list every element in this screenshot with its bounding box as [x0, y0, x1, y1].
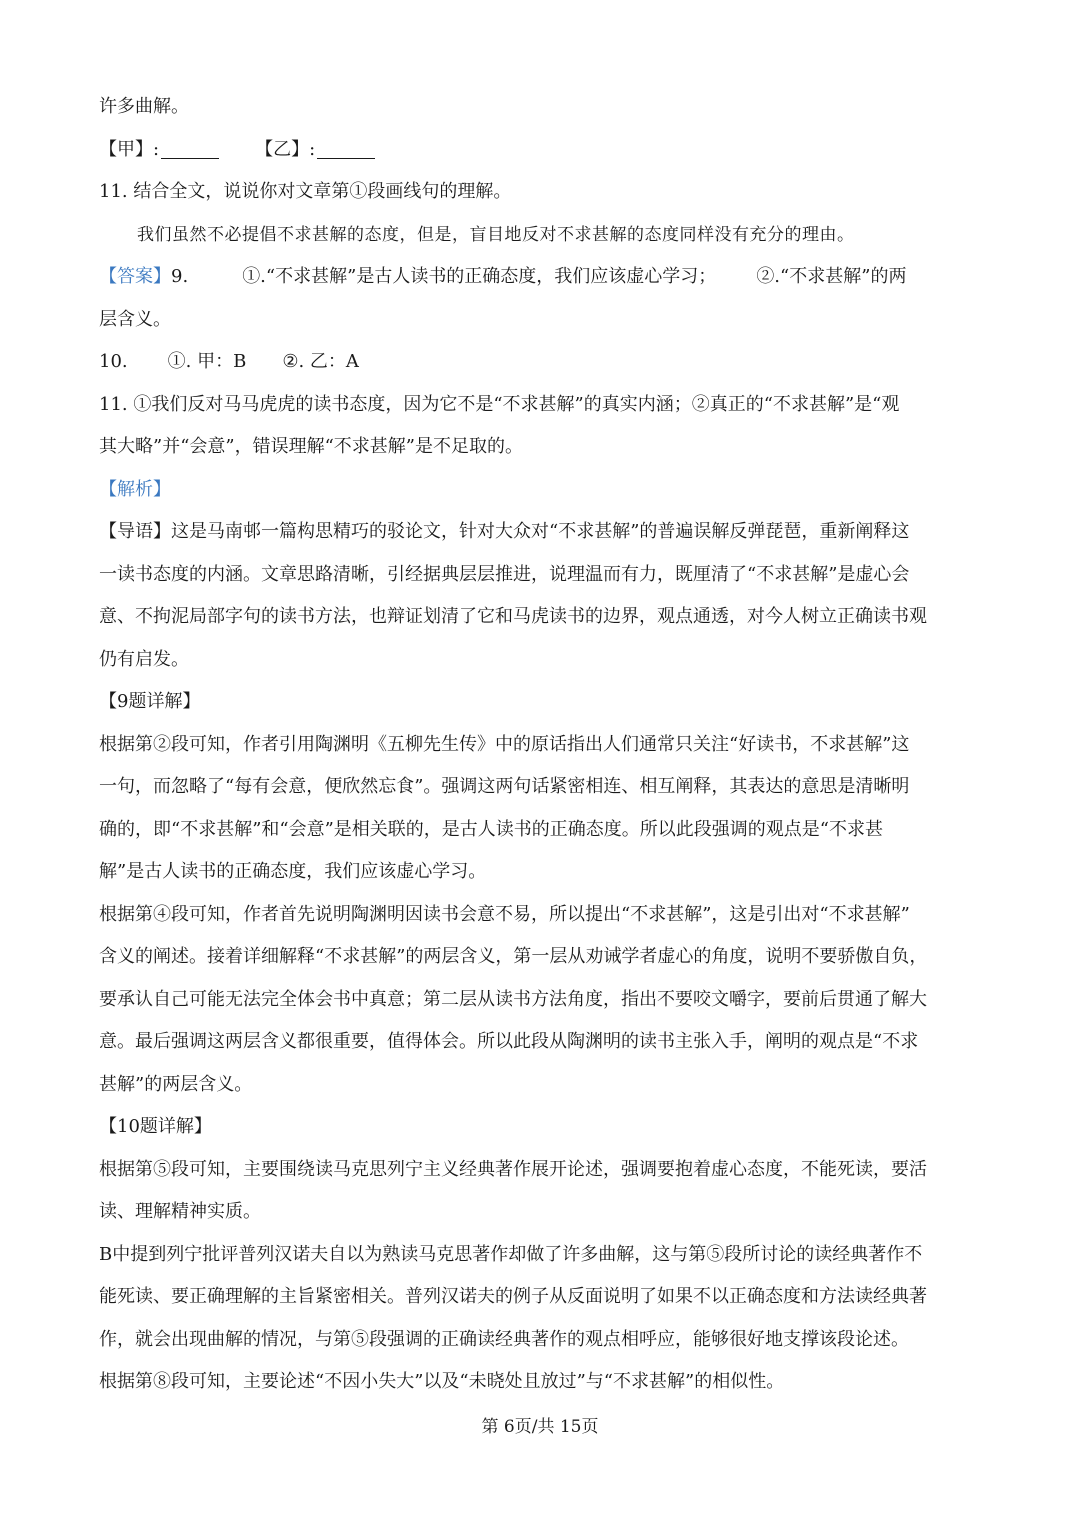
text-line: 根据第⑧段可知，主要论述“不因小失大”以及“未晓处且放过”与“不求甚解”的相似性。: [99, 1371, 785, 1392]
answer-tag: 【答案】: [99, 266, 171, 287]
blank-yi: [317, 138, 375, 159]
text-line: 一句，而忽略了“每有会意，便欣然忘食”。强调这两句话紧密相连、相互阐释，其表达的意思是清晰明: [99, 776, 910, 797]
text-line: 其大略”并“会意”，错误理解“不求甚解”是不足取的。: [99, 436, 524, 457]
text-line: 一读书态度的内涵。文章思路清晰，引经据典层层推进，说理温而有力，既厘清了“不求甚解”是虚心会: [99, 563, 910, 585]
page-content: [99, 86, 983, 1404]
answer-10-num: 10.: [99, 351, 128, 372]
text-line: 解”是古人读书的正确态度，我们应该虚心学习。: [99, 861, 487, 882]
section-heading-10: 【10题详解】: [99, 1116, 212, 1137]
label-yi: 【乙】:: [255, 138, 316, 160]
answer-10-a: ①. 甲：B: [167, 351, 247, 372]
text-line: 许多曲解。: [99, 96, 189, 117]
text-line: 意。最后强调这两层含义都很重要，值得体会。所以此段从陶渊明的读书主张入手，阐明的观点是“不求: [99, 1031, 919, 1052]
text-line: 11. ①我们反对马马虎虎的读书态度，因为它不是“不求甚解”的真实内涵；②真正的“不求甚解”是“观: [99, 393, 900, 415]
section-heading-9: 【9题详解】: [99, 691, 201, 712]
text-line: 含义的阐述。接着详细解释“不求甚解”的两层含义，第一层从劝诫学者虚心的角度，说明不要骄傲自负，: [99, 946, 928, 967]
text-line: 意、不拘泥局部字句的读书方法，也辩证划清了它和马虎读书的边界，观点通透，对今人树立正确读书观: [99, 606, 927, 627]
fill-blank-line: [99, 129, 983, 172]
text-line: 根据第⑤段可知，主要围绕读马克思列宁主义经典著作展开论述，强调要抱着虚心态度，不能死读，要活: [99, 1158, 927, 1180]
label-jia: 【甲】:: [99, 138, 160, 160]
text-line: 要承认自己可能无法完全体会书中真意；第二层从读书方法角度，指出不要咬文嚼字，要前后贯通了解大: [99, 988, 927, 1010]
answer-9-a: ①.“不求甚解”是古人读书的正确态度，我们应该虚心学习；: [242, 266, 717, 287]
text-line: 读、理解精神实质。: [99, 1201, 261, 1222]
text-line: 层含义。: [99, 308, 171, 330]
answer-line: [99, 256, 983, 299]
blank-jia: [161, 138, 219, 159]
text-line: 作，就会出现曲解的情况，与第⑤段强调的正确读经典著作的观点相呼应，能够很好地支撑该段论述。: [99, 1328, 909, 1350]
text-line: 仍有启发。: [99, 648, 189, 670]
page-number: 第 6页/共 15页: [481, 1417, 599, 1437]
quoted-sentence: 我们虽然不必提倡不求甚解的态度，但是，盲目地反对不求甚解的态度同样没有充分的理由。: [137, 224, 855, 245]
text-line: 能死读、要正确理解的主旨紧密相关。普列汉诺夫的例子从反面说明了如果不以正确态度和方法读经典著: [99, 1286, 927, 1307]
analysis-tag: 【解析】: [99, 478, 171, 500]
text-line: B中提到列宁批评普列汉诺夫自以为熟读马克思著作却做了许多曲解，这与第⑤段所讨论的读经典著作不: [99, 1243, 923, 1265]
text-line: 确的，即“不求甚解”和“会意”是相关联的，是古人读书的正确态度。所以此段强调的观点是“不求甚: [99, 818, 884, 840]
text-line: 根据第④段可知，作者首先说明陶渊明因读书会意不易，所以提出“不求甚解”，这是引出对“不求甚解”: [99, 903, 910, 925]
text-line: 根据第②段可知，作者引用陶渊明《五柳先生传》中的原话指出人们通常只关注“好读书，不求甚解”这: [99, 733, 910, 755]
answer-num: 9.: [171, 266, 189, 287]
answer-9-b: ②.“不求甚解”的两: [756, 266, 907, 287]
answer-10-b: ②. 乙：A: [282, 351, 359, 372]
text-line: 【导语】这是马南邨一篇构思精巧的驳论文，针对大众对“不求甚解”的普遍误解反弹琵琶，重新阐释这: [99, 521, 910, 542]
answer-10-line: [99, 341, 983, 384]
question-11: 11. 结合全文，说说你对文章第①段画线句的理解。: [99, 181, 512, 202]
text-line: 甚解”的两层含义。: [99, 1073, 253, 1095]
